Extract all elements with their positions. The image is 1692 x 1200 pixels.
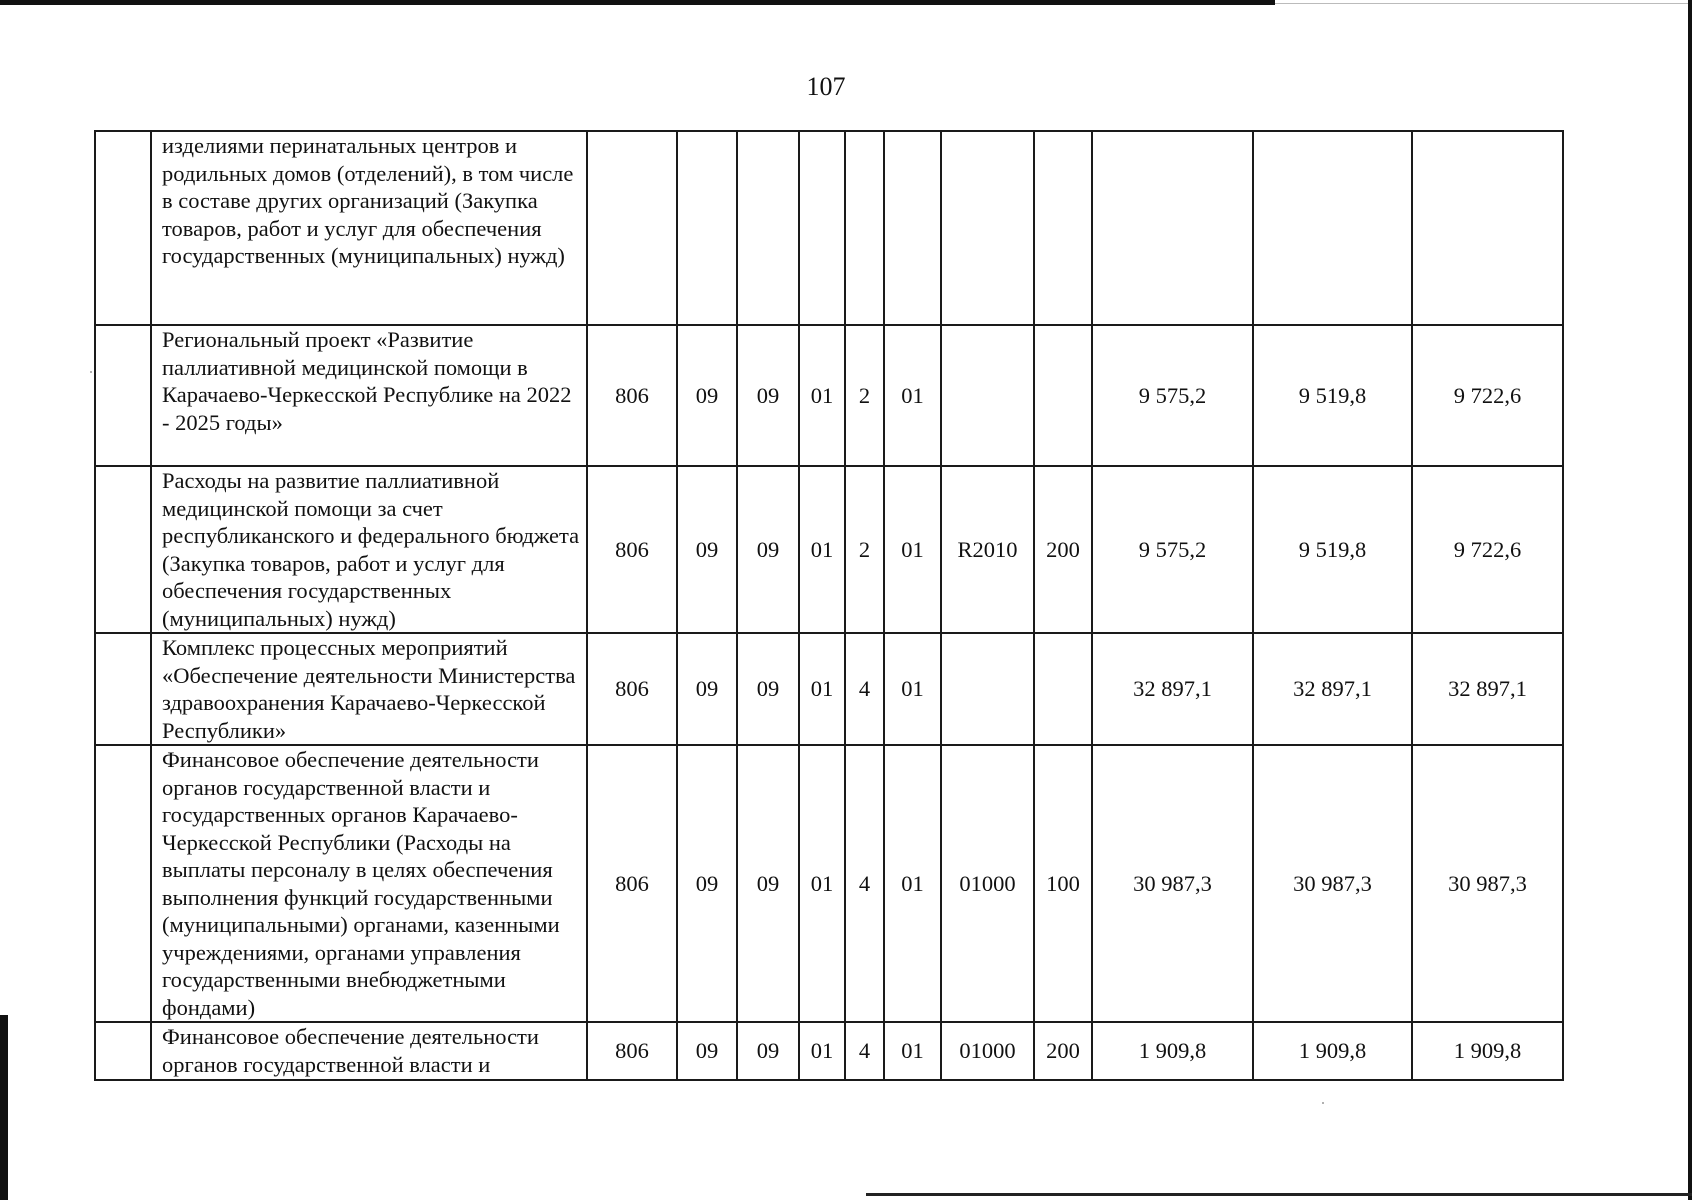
amount-2024: 32 897,1: [1253, 633, 1412, 745]
row-name: Региональный проект «Развитие паллиативной медицинской помощи в Карачаево-Черкесской Республике на 2022 - 2025 годы»: [151, 325, 587, 466]
activity-code: 01: [884, 633, 941, 745]
ministry-code: [587, 131, 677, 325]
activity-code: 01: [884, 325, 941, 466]
direction-code: R2010: [941, 466, 1034, 633]
direction-code: 01000: [941, 1022, 1034, 1080]
scan-edge-top: [0, 0, 1275, 5]
type-code: 4: [845, 1022, 884, 1080]
row-name: изделиями перинатальных центров и родильных домов (отделений), в том числе в составе других организаций (Закупка товаров, работ и услуг для обеспечения государственных (муниципальных) нужд): [151, 131, 587, 325]
table-row: [95, 325, 1563, 466]
page-number: 107: [806, 72, 846, 101]
direction-code: 01000: [941, 745, 1034, 1022]
type-code: 4: [845, 633, 884, 745]
row-number-cell: [95, 633, 151, 745]
subsection-code: [737, 131, 799, 325]
amount-2025: 9 722,6: [1412, 466, 1563, 633]
amount-2023: 9 575,2: [1092, 466, 1253, 633]
ministry-code: 806: [587, 633, 677, 745]
row-name: Комплекс процессных мероприятий «Обеспечение деятельности Министерства здравоохранения Карачаево-Черкесской Республики»: [151, 633, 587, 745]
amount-2023: [1092, 131, 1253, 325]
section-code: [677, 131, 737, 325]
amount-2025: [1412, 131, 1563, 325]
row-number-cell: [95, 1022, 151, 1080]
amount-2023: 1 909,8: [1092, 1022, 1253, 1080]
row-number-cell: [95, 325, 151, 466]
program-code: [799, 131, 845, 325]
amount-2024: 30 987,3: [1253, 745, 1412, 1022]
program-code: 01: [799, 1022, 845, 1080]
amount-2024: [1253, 131, 1412, 325]
scan-edge-top-thin: [1275, 3, 1692, 4]
table-row: [95, 131, 1563, 325]
amount-2025: 1 909,8: [1412, 1022, 1563, 1080]
amount-2023: 9 575,2: [1092, 325, 1253, 466]
section-code: 09: [677, 633, 737, 745]
program-code: 01: [799, 466, 845, 633]
ministry-code: 806: [587, 466, 677, 633]
amount-2023: 32 897,1: [1092, 633, 1253, 745]
subsection-code: 09: [737, 1022, 799, 1080]
scan-edge-right: [1688, 0, 1692, 1200]
amount-2025: 32 897,1: [1412, 633, 1563, 745]
type-code: [845, 131, 884, 325]
amount-2025: 30 987,3: [1412, 745, 1563, 1022]
scan-edge-left: [0, 1015, 8, 1200]
amount-2024: 1 909,8: [1253, 1022, 1412, 1080]
ministry-code: 806: [587, 745, 677, 1022]
row-name: Финансовое обеспечение деятельности органов государственной власти и: [151, 1022, 587, 1080]
expense-type-code: 200: [1034, 466, 1092, 633]
program-code: 01: [799, 633, 845, 745]
scan-edge-bottom: [866, 1193, 1692, 1196]
expense-type-code: [1034, 325, 1092, 466]
subsection-code: 09: [737, 325, 799, 466]
subsection-code: 09: [737, 466, 799, 633]
section-code: 09: [677, 1022, 737, 1080]
budget-table: [94, 130, 1564, 1081]
activity-code: 01: [884, 466, 941, 633]
amount-2025: 9 722,6: [1412, 325, 1563, 466]
subsection-code: 09: [737, 745, 799, 1022]
scan-speck: [90, 371, 92, 373]
expense-type-code: [1034, 131, 1092, 325]
table-row: [95, 466, 1563, 633]
type-code: 2: [845, 325, 884, 466]
expense-type-code: 100: [1034, 745, 1092, 1022]
activity-code: [884, 131, 941, 325]
row-name: Финансовое обеспечение деятельности органов государственной власти и государственных органов Карачаево-Черкесской Республики (Расходы на выплаты персоналу в целях обеспечения выполнения функций государственными (муниципальными) органами, казенными учреждениями, органами управления государственными внебюджетными фондами): [151, 745, 587, 1022]
amount-2024: 9 519,8: [1253, 466, 1412, 633]
table-row: [95, 1022, 1563, 1080]
section-code: 09: [677, 466, 737, 633]
section-code: 09: [677, 745, 737, 1022]
type-code: 4: [845, 745, 884, 1022]
expense-type-code: 200: [1034, 1022, 1092, 1080]
amount-2023: 30 987,3: [1092, 745, 1253, 1022]
activity-code: 01: [884, 745, 941, 1022]
subsection-code: 09: [737, 633, 799, 745]
ministry-code: 806: [587, 1022, 677, 1080]
direction-code: [941, 325, 1034, 466]
section-code: 09: [677, 325, 737, 466]
program-code: 01: [799, 325, 845, 466]
table-row: [95, 745, 1563, 1022]
row-number-cell: [95, 745, 151, 1022]
expense-type-code: [1034, 633, 1092, 745]
row-name: Расходы на развитие паллиативной медицинской помощи за счет республиканского и федерального бюджета (Закупка товаров, работ и услуг для обеспечения государственных (муниципальных) нужд): [151, 466, 587, 633]
amount-2024: 9 519,8: [1253, 325, 1412, 466]
row-number-cell: [95, 466, 151, 633]
direction-code: [941, 131, 1034, 325]
scan-speck: [1322, 1102, 1324, 1104]
table-row: [95, 633, 1563, 745]
type-code: 2: [845, 466, 884, 633]
direction-code: [941, 633, 1034, 745]
ministry-code: 806: [587, 325, 677, 466]
program-code: 01: [799, 745, 845, 1022]
row-number-cell: [95, 131, 151, 325]
activity-code: 01: [884, 1022, 941, 1080]
